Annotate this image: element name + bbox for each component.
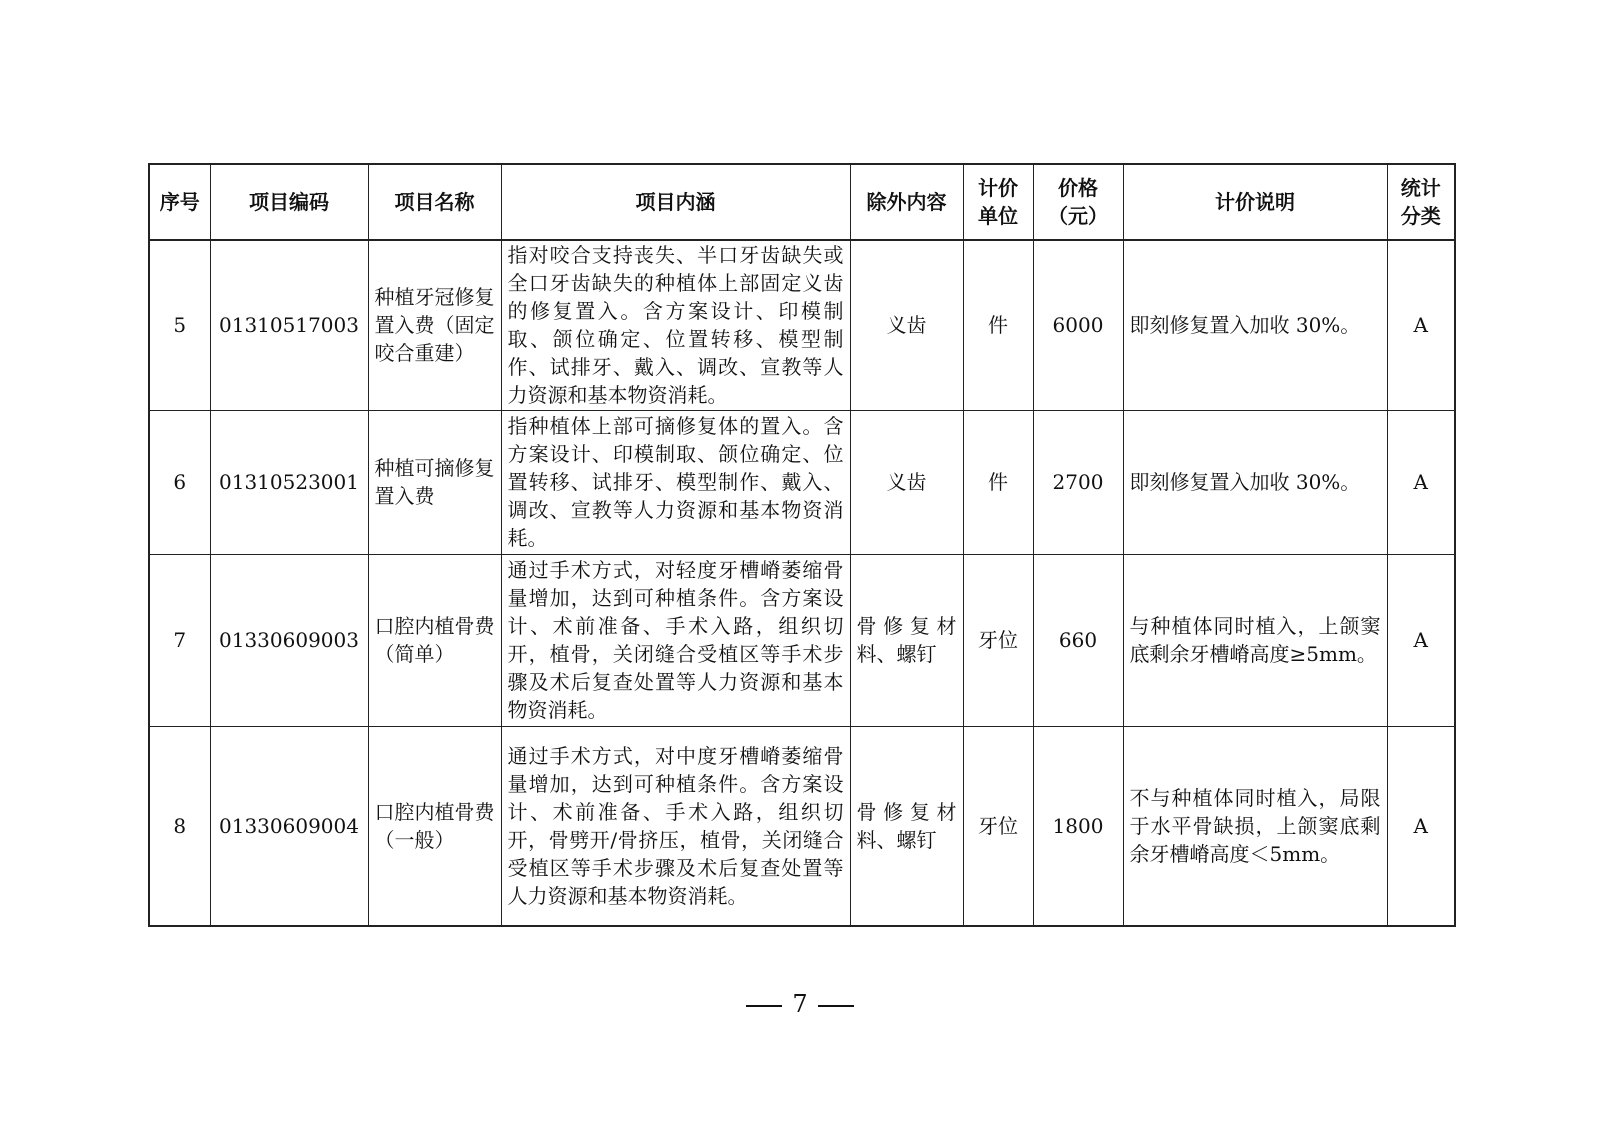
table-row	[149, 410, 1455, 554]
cell-seq: 8	[149, 726, 210, 926]
cell-content: 通过手术方式，对中度牙槽嵴萎缩骨量增加，达到可种植条件。含方案设计、术前准备、手术入路，组织切开，骨劈开/骨挤压，植骨，关闭缝合受植区等手术步骤及术后复查处置等人力资源和基本物资消耗。	[501, 726, 850, 926]
cell-name: 口腔内植骨费（简单）	[368, 554, 501, 726]
page-number	[0, 990, 1600, 1018]
cell-seq: 6	[149, 410, 210, 554]
cell-price: 1800	[1033, 726, 1123, 926]
table-row	[149, 240, 1455, 410]
cell-code: 01330609004	[210, 726, 368, 926]
cell-seq: 7	[149, 554, 210, 726]
fee-table	[148, 163, 1456, 927]
header-name: 项目名称	[368, 164, 501, 240]
cell-category: A	[1387, 554, 1455, 726]
table-header-row	[149, 164, 1455, 240]
cell-content: 通过手术方式，对轻度牙槽嵴萎缩骨量增加，达到可种植条件。含方案设计、术前准备、手术入路，组织切开，植骨，关闭缝合受植区等手术步骤及术后复查处置等人力资源和基本物资消耗。	[501, 554, 850, 726]
table-row	[149, 726, 1455, 926]
cell-unit: 牙位	[963, 554, 1033, 726]
page-number-value: 7	[792, 990, 808, 1018]
cell-name: 种植牙冠修复置入费（固定咬合重建）	[368, 240, 501, 410]
header-content: 项目内涵	[501, 164, 850, 240]
cell-code: 01310523001	[210, 410, 368, 554]
header-unit: 计价单位	[963, 164, 1033, 240]
cell-unit: 牙位	[963, 726, 1033, 926]
cell-price: 6000	[1033, 240, 1123, 410]
page-number-dash-left	[746, 1005, 782, 1007]
cell-name: 种植可摘修复置入费	[368, 410, 501, 554]
cell-category: A	[1387, 410, 1455, 554]
header-code: 项目编码	[210, 164, 368, 240]
cell-note: 即刻修复置入加收 30%。	[1123, 240, 1387, 410]
cell-unit: 件	[963, 410, 1033, 554]
cell-code: 01330609003	[210, 554, 368, 726]
header-price: 价格（元）	[1033, 164, 1123, 240]
header-exclusions: 除外内容	[850, 164, 963, 240]
cell-exclusions: 义齿	[850, 240, 963, 410]
header-category: 统计分类	[1387, 164, 1455, 240]
cell-price: 2700	[1033, 410, 1123, 554]
cell-exclusions: 义齿	[850, 410, 963, 554]
cell-exclusions: 骨修复材料、螺钉	[850, 554, 963, 726]
cell-note: 不与种植体同时植入，局限于水平骨缺损，上颌窦底剩余牙槽嵴高度＜5mm。	[1123, 726, 1387, 926]
cell-exclusions: 骨修复材料、螺钉	[850, 726, 963, 926]
cell-content: 指种植体上部可摘修复体的置入。含方案设计、印模制取、颌位确定、位置转移、试排牙、模型制作、戴入、调改、宣教等人力资源和基本物资消耗。	[501, 410, 850, 554]
cell-category: A	[1387, 726, 1455, 926]
cell-note: 与种植体同时植入，上颌窦底剩余牙槽嵴高度≥5mm。	[1123, 554, 1387, 726]
header-seq: 序号	[149, 164, 210, 240]
cell-name: 口腔内植骨费（一般）	[368, 726, 501, 926]
cell-price: 660	[1033, 554, 1123, 726]
header-note: 计价说明	[1123, 164, 1387, 240]
cell-unit: 件	[963, 240, 1033, 410]
table-row	[149, 554, 1455, 726]
page-number-dash-right	[818, 1005, 854, 1007]
cell-seq: 5	[149, 240, 210, 410]
cell-category: A	[1387, 240, 1455, 410]
cell-content: 指对咬合支持丧失、半口牙齿缺失或全口牙齿缺失的种植体上部固定义齿的修复置入。含方案设计、印模制取、颌位确定、位置转移、模型制作、试排牙、戴入、调改、宣教等人力资源和基本物资消耗。	[501, 240, 850, 410]
cell-note: 即刻修复置入加收 30%。	[1123, 410, 1387, 554]
cell-code: 01310517003	[210, 240, 368, 410]
